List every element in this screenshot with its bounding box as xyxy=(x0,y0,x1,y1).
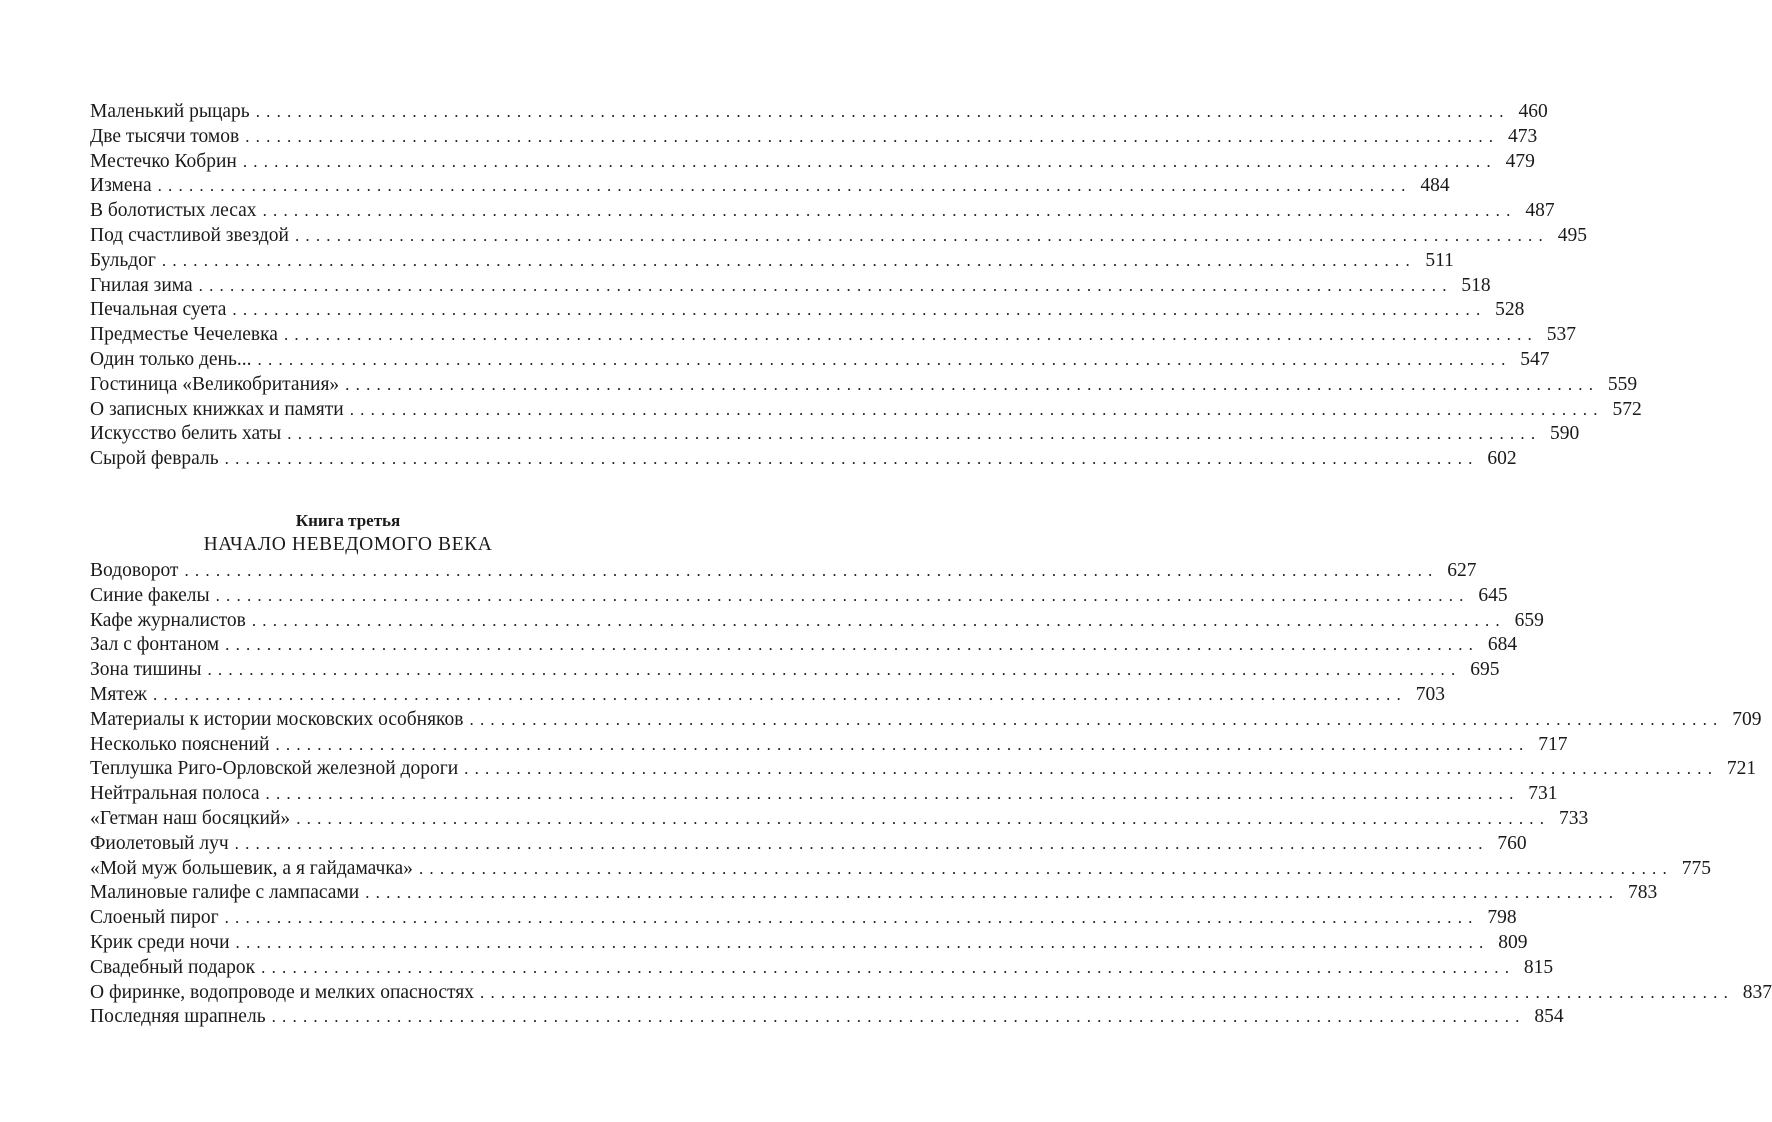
dot-leader: ........................................................................................................................ xyxy=(365,883,1620,903)
dot-leader: ........................................................................................................................ xyxy=(152,684,1407,704)
toc-entry xyxy=(90,174,1450,199)
toc-entry xyxy=(90,981,1772,1006)
toc-entry-title: Зона тишины xyxy=(90,659,202,681)
dot-leader: ........................................................................................................................ xyxy=(161,250,1416,270)
toc-entry xyxy=(90,807,1589,832)
toc-entry xyxy=(90,398,1642,423)
toc-entry xyxy=(90,373,1638,398)
toc-entry-title: Местечко Кобрин xyxy=(90,150,237,172)
toc-entry-page: 547 xyxy=(1520,348,1550,370)
toc-entry-title: Предместье Чечелевка xyxy=(90,324,278,346)
toc-entry-title: Несколько пояснений xyxy=(90,733,270,755)
toc-entry-page: 717 xyxy=(1538,733,1568,755)
toc-entry-title: О фиринке, водопроводе и мелких опасностях xyxy=(90,981,475,1003)
dot-leader: ........................................................................................................................ xyxy=(251,610,1506,630)
dot-leader: ........................................................................................................................ xyxy=(207,660,1462,680)
table-of-contents xyxy=(90,100,1772,1030)
toc-entry-page: 798 xyxy=(1487,907,1517,929)
toc-entry-page: 590 xyxy=(1550,423,1580,445)
toc-entry xyxy=(90,757,1757,782)
toc-entry-page: 709 xyxy=(1732,708,1762,730)
dot-leader: ........................................................................................................................ xyxy=(245,126,1500,146)
toc-entry xyxy=(90,447,1517,472)
dot-leader: ........................................................................................................................ xyxy=(265,784,1520,804)
toc-entry xyxy=(90,422,1580,447)
toc-entry-title: Маленький рыцарь xyxy=(90,101,250,122)
dot-leader: ........................................................................................................................ xyxy=(198,275,1453,295)
dot-leader: ........................................................................................................................ xyxy=(225,635,1480,655)
toc-entry-page: 760 xyxy=(1497,832,1527,854)
dot-leader: ........................................................................................................................ xyxy=(255,102,1510,121)
dot-leader: ........................................................................................................................ xyxy=(469,709,1724,729)
toc-entry-title: Теплушка Риго-Орловской железной дороги xyxy=(90,758,459,780)
toc-entry xyxy=(90,298,1525,323)
toc-entry-page: 733 xyxy=(1558,807,1589,829)
toc-section-book-3 xyxy=(90,559,1772,1030)
toc-entry-title: Кафе журналистов xyxy=(90,609,246,631)
dot-leader: ........................................................................................................................ xyxy=(294,225,1549,245)
dot-leader: ........................................................................................................................ xyxy=(242,151,1497,171)
toc-entry-page: 559 xyxy=(1607,373,1638,395)
toc-entry-title: Малиновые галифе с лампасами xyxy=(90,882,360,904)
dot-leader: ........................................................................................................................ xyxy=(275,734,1530,754)
book-label: Книга третья xyxy=(295,510,401,530)
toc-entry xyxy=(90,658,1500,683)
toc-entry-page: 809 xyxy=(1498,931,1528,953)
toc-entry xyxy=(90,584,1508,609)
toc-entry-page: 479 xyxy=(1505,150,1535,172)
dot-leader: ........................................................................................................................ xyxy=(345,374,1600,394)
toc-entry-page: 528 xyxy=(1495,299,1525,321)
toc-entry-page: 837 xyxy=(1742,981,1772,1003)
dot-leader: ........................................................................................................................ xyxy=(296,808,1551,828)
toc-entry-page: 484 xyxy=(1420,175,1450,197)
toc-entry xyxy=(90,633,1518,658)
toc-entry xyxy=(90,150,1535,175)
toc-entry-page: 684 xyxy=(1487,634,1518,656)
toc-entry xyxy=(90,249,1454,274)
toc-entry-title: В болотистых лесах xyxy=(90,200,257,222)
toc-entry-page: 511 xyxy=(1425,249,1454,271)
dot-leader: ........................................................................................................................ xyxy=(261,957,1516,977)
toc-entry-page: 775 xyxy=(1681,857,1711,879)
toc-entry-page: 659 xyxy=(1514,609,1544,631)
toc-entry xyxy=(90,199,1555,224)
dot-leader: ........................................................................................................................ xyxy=(184,560,1439,580)
toc-entry xyxy=(90,559,1477,584)
toc-entry xyxy=(90,683,1445,708)
toc-entry-page: 783 xyxy=(1627,882,1658,904)
toc-entry-title: Один только день... xyxy=(90,348,252,370)
dot-leader: ........................................................................................................................ xyxy=(232,300,1487,320)
dot-leader: ........................................................................................................................ xyxy=(480,982,1735,1002)
toc-entry xyxy=(90,931,1528,956)
toc-entry-title: Измена xyxy=(90,175,152,197)
toc-entry-title: Гостиница «Великобритания» xyxy=(90,373,340,395)
toc-entry-title: Последняя шрапнель xyxy=(90,1006,266,1028)
dot-leader: ........................................................................................................................ xyxy=(224,908,1479,928)
toc-entry-page: 518 xyxy=(1461,274,1491,296)
dot-leader: ........................................................................................................................ xyxy=(215,585,1470,605)
dot-leader: ........................................................................................................................ xyxy=(262,201,1517,221)
toc-entry-title: Гнилая зима xyxy=(90,274,193,296)
toc-entry xyxy=(90,956,1554,981)
toc-entry-title: Под счастливой звездой xyxy=(90,224,289,246)
toc-entry-title: Мятеж xyxy=(90,683,147,705)
toc-entry-page: 703 xyxy=(1415,683,1445,705)
toc-entry-title: Бульдог xyxy=(90,249,156,271)
toc-entry-page: 495 xyxy=(1557,224,1587,246)
toc-entry-title: Крик среди ночи xyxy=(90,931,230,953)
toc-entry-page: 731 xyxy=(1528,783,1558,805)
toc-entry-title: Водоворот xyxy=(90,559,179,581)
dot-leader: ........................................................................................................................ xyxy=(224,449,1479,469)
toc-entry-title: Сырой февраль xyxy=(90,448,219,470)
dot-leader: ........................................................................................................................ xyxy=(418,858,1673,878)
toc-entry-page: 645 xyxy=(1478,584,1508,606)
toc-entry xyxy=(90,100,1548,125)
toc-entry xyxy=(90,708,1762,733)
toc-entry-page: 695 xyxy=(1470,659,1500,681)
dot-leader: ........................................................................................................................ xyxy=(464,759,1719,779)
dot-leader: ........................................................................................................................ xyxy=(283,325,1538,345)
toc-entry-page: 572 xyxy=(1612,398,1642,420)
toc-entry-page: 473 xyxy=(1507,125,1538,147)
toc-entry xyxy=(90,782,1558,807)
toc-entry xyxy=(90,832,1527,857)
toc-entry-title: Искусство белить хаты xyxy=(90,423,282,445)
toc-entry xyxy=(90,857,1711,882)
book-heading xyxy=(90,510,606,558)
toc-entry-page: 815 xyxy=(1523,956,1554,978)
toc-entry-title: Печальная суета xyxy=(90,299,227,321)
dot-leader: ........................................................................................................................ xyxy=(235,932,1490,952)
toc-entry-page: 854 xyxy=(1534,1006,1564,1028)
dot-leader: ........................................................................................................................ xyxy=(349,399,1604,419)
toc-entry-title: Синие факелы xyxy=(90,584,210,606)
dot-leader: ........................................................................................................................ xyxy=(287,424,1542,444)
toc-entry-title: О записных книжках и памяти xyxy=(90,398,344,420)
dot-leader: ........................................................................................................................ xyxy=(234,833,1489,853)
toc-entry-title: «Мой муж большевик, а я гайдамачка» xyxy=(90,857,413,879)
toc-entry xyxy=(90,906,1517,931)
dot-leader: ........................................................................................................................ xyxy=(271,1007,1526,1027)
toc-entry xyxy=(90,348,1550,373)
toc-entry-page: 537 xyxy=(1546,324,1576,346)
toc-entry-title: «Гетман наш босяцкий» xyxy=(90,807,291,829)
toc-entry xyxy=(90,274,1491,299)
toc-entry-page: 627 xyxy=(1447,559,1477,581)
toc-entry xyxy=(90,1005,1564,1030)
book-title: НАЧАЛО НЕВЕДОМОГО ВЕКА xyxy=(203,533,493,555)
toc-entry xyxy=(90,323,1576,348)
toc-entry xyxy=(90,125,1538,150)
toc-entry-title: Слоеный пирог xyxy=(90,907,219,929)
toc-entry-page: 721 xyxy=(1726,758,1757,780)
toc-entry-title: Материалы к истории московских особняков xyxy=(90,708,464,730)
toc-entry-title: Фиолетовый луч xyxy=(90,832,229,854)
dot-leader: ........................................................................................................................ xyxy=(257,349,1512,369)
toc-entry xyxy=(90,733,1568,758)
toc-entry-title: Свадебный подарок xyxy=(90,956,256,978)
toc-entry-title: Зал с фонтаном xyxy=(90,634,220,656)
toc-entry-page: 487 xyxy=(1525,200,1555,222)
toc-section-1 xyxy=(90,100,1642,472)
toc-entry-page: 602 xyxy=(1487,448,1517,470)
toc-entry xyxy=(90,224,1587,249)
toc-entry-page: 460 xyxy=(1518,101,1548,122)
toc-entry xyxy=(90,609,1544,634)
toc-entry-title: Две тысячи томов xyxy=(90,125,240,147)
dot-leader: ........................................................................................................................ xyxy=(157,176,1412,196)
toc-entry-title: Нейтральная полоса xyxy=(90,783,260,805)
toc-entry xyxy=(90,881,1658,906)
